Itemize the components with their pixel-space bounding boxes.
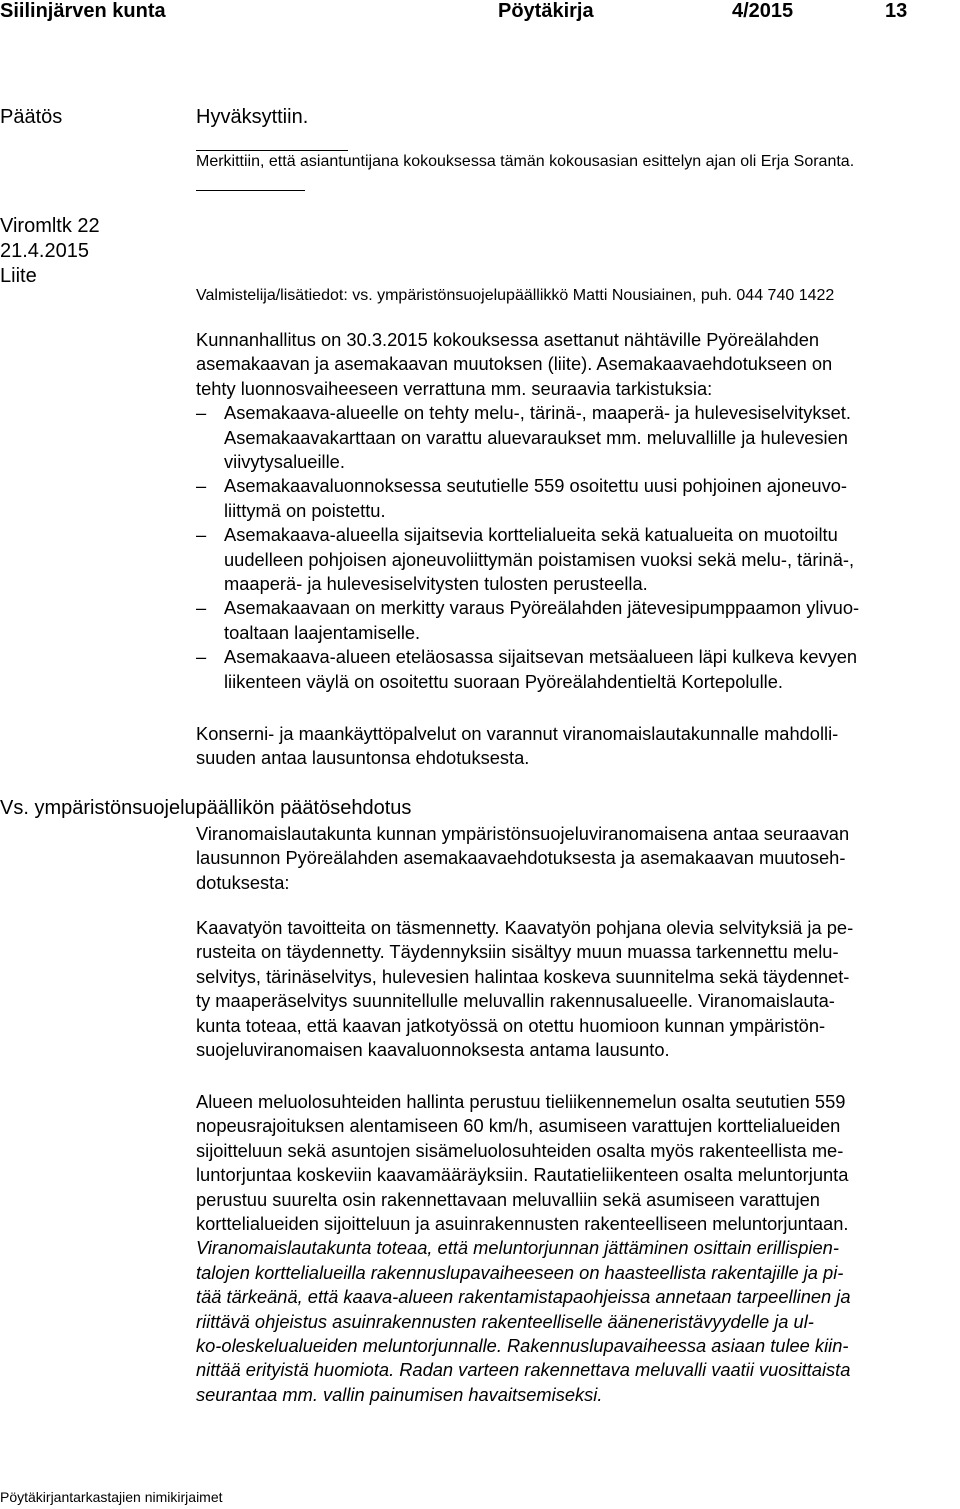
paragraph-line-italic: nittää erityistä huomiota. Radan varteen rakennettava meluvalli vaatii vuosittaista bbox=[196, 1359, 851, 1381]
list-continuation: viivytysalueille. bbox=[224, 451, 345, 473]
page-number: 13 bbox=[885, 0, 908, 22]
paragraph-line-italic: ko-oleskelualueiden meluntorjunnalle. Rakennuslupavaiheessa asiaan tulee kiin- bbox=[196, 1335, 849, 1357]
paragraph-line: dotuksesta: bbox=[196, 871, 290, 893]
dash-bullet: – bbox=[196, 646, 207, 668]
paragraph-line: sijoitteluun sekä asuntojen sisämeluolosuhteiden osalta myös rakenteellista me- bbox=[196, 1139, 844, 1161]
paragraph-line: Viranomaislautakunta kunnan ympäristönsuojeluviranomaisena antaa seuraavan bbox=[196, 823, 850, 844]
proposal-p3 bbox=[196, 1090, 954, 1407]
list-line: liikenteen väylä on osoitettu suoraan Pyöreälahdentieltä Kortepolulle. bbox=[224, 670, 783, 692]
list-item bbox=[196, 474, 954, 523]
paragraph-line: luntorjuntaa koskeviin kaavamääräyksiin. Rautatieliikenteen osalta meluntorjunta bbox=[196, 1164, 849, 1186]
paragraph-line: lausunnon Pyöreälahden asemakaavaehdotuksesta ja asemakaavan muutoseh- bbox=[196, 847, 846, 869]
intro-line: Kunnanhallitus on 30.3.2015 kokouksessa asettanut nähtäville Pyöreälahden bbox=[196, 329, 820, 350]
list-line: maaperä- ja hulevesiselvitysten tulosten perusteella. bbox=[224, 573, 648, 595]
paragraph-line: nopeusrajoituksen alentamiseen 60 km/h, asumiseen varattujen korttelialueiden bbox=[196, 1115, 841, 1137]
list-continuation: Asemakaavakarttaan on varattu aluevaraukset mm. meluvallille ja hulevesien bbox=[224, 426, 848, 448]
paragraph-line: ty maaperäselvitys suunnitellulle meluvallin rakennusalueelle. Viranomaislauta- bbox=[196, 990, 835, 1012]
doc-type: Pöytäkirja bbox=[498, 0, 594, 22]
intro-line: asemakaavan ja asemakaavan muutoksen (liite). Asemakaavaehdotukseen on bbox=[196, 353, 833, 375]
list-line: Asemakaavaan on merkitty varaus Pyöreälahden jätevesipumppaamon ylivuo- bbox=[224, 597, 860, 619]
paragraph-line-italic: Viranomaislautakunta toteaa, että meluntorjunnan jättäminen osittain erillispien- bbox=[196, 1237, 839, 1259]
preparer-info: Valmistelija/lisätiedot: vs. ympäristönsuojelupäällikkö Matti Nousiainen, puh. 044 740 1422 bbox=[196, 287, 835, 304]
municipality-name: Siilinjärven kunta bbox=[0, 0, 166, 22]
list-item-text bbox=[224, 596, 954, 645]
paragraph-line: Konserni- ja maankäyttöpalvelut on varannut viranomaislautakunnalle mahdolli- bbox=[196, 723, 839, 744]
paragraph-line: Kaavatyön tavoitteita on täsmennetty. Kaavatyön pohjana olevia selvityksiä ja pe- bbox=[196, 917, 854, 938]
list-line: Asemakaava-alueelle on tehty melu-, tärinä-, maaperä- ja hulevesiselvitykset. bbox=[224, 402, 851, 424]
paragraph-line: suojeluviranomaisen kaavaluonnoksesta antama lausunto. bbox=[196, 1039, 670, 1061]
intro-line: tehty luonnosvaiheeseen verrattuna mm. seuraavia tarkistuksia: bbox=[196, 377, 713, 399]
dash-bullet: – bbox=[196, 597, 207, 619]
list-line: Asemakaava-alueen eteläosassa sijaitsevan metsäalueen läpi kulkeva kevyen bbox=[224, 646, 858, 668]
paragraph-line-italic: seurantaa mm. vallin painumisen havaitsemiseksi. bbox=[196, 1383, 603, 1405]
paatos-label: Päätös bbox=[0, 106, 63, 128]
list-item-text bbox=[224, 474, 954, 523]
list-line: toaltaan laajentamiselle. bbox=[224, 621, 421, 643]
list-item bbox=[196, 401, 954, 425]
paragraph-line: rusteita on täydennetty. Täydennyksiin sisältyy muun muassa tarkennettu melu- bbox=[196, 941, 839, 963]
list-line: liittymä on poistettu. bbox=[224, 499, 386, 521]
footer-initials-label: Pöytäkirjantarkastajien nimikirjaimet bbox=[0, 1489, 223, 1505]
paragraph-line-italic: tää tärkeänä, että kaava-alueen rakentamistapaohjeissa annetaan tarpeellinen ja bbox=[196, 1286, 851, 1308]
paragraph-line: kunta toteaa, että kaavan jatkotyössä on otettu huomioon kunnan ympäristön- bbox=[196, 1014, 826, 1036]
list-item-text bbox=[224, 401, 954, 425]
dash-bullet: – bbox=[196, 475, 207, 497]
konserni-paragraph bbox=[196, 722, 954, 771]
attachment-label: Liite bbox=[0, 265, 37, 287]
list-line: uudelleen pohjoisen ajoneuvoliittymän poistamisen vuoksi sekä melu-, tärinä-, bbox=[224, 548, 855, 570]
paragraph-line: Alueen meluolosuhteiden hallinta perustuu tieliikennemelun osalta seututien 559 bbox=[196, 1091, 846, 1112]
list-item bbox=[196, 523, 954, 596]
meeting-ref: Viromltk 22 bbox=[0, 215, 100, 237]
paatos-note: Merkittiin, että asiantuntijana kokouksessa tämän kokousasian esittelyn ajan oli Erja Soranta. bbox=[196, 153, 855, 170]
dash-bullet: – bbox=[196, 524, 207, 546]
paragraph-line: perustuu suurelta osin rakennettavaan meluvalliin sekä asumiseen varattujen bbox=[196, 1188, 820, 1210]
list-item bbox=[196, 596, 954, 645]
paragraph-line: suuden antaa lausuntonsa ehdotuksesta. bbox=[196, 747, 530, 769]
proposal-intro bbox=[196, 328, 954, 694]
list-line: Asemakaavaluonnoksessa seututielle 559 osoitettu uusi pohjoinen ajoneuvo- bbox=[224, 475, 847, 497]
paragraph-line: selvitys, tärinäselvitys, hulevesien halintaa koskeva suunnitelma sekä täydennet- bbox=[196, 965, 850, 987]
proposal-p2 bbox=[196, 916, 954, 1062]
doc-number: 4/2015 bbox=[732, 0, 794, 22]
paatos-text: Hyväksyttiin. bbox=[196, 106, 309, 128]
list-item-text bbox=[224, 645, 954, 694]
proposal-heading: Vs. ympäristönsuojelupäällikön päätösehdotus bbox=[0, 797, 412, 819]
paragraph-line: korttelialueiden sijoitteluun ja asuinrakennusten rakenteelliseen meluntorjuntaan. bbox=[196, 1213, 849, 1235]
list-item bbox=[196, 645, 954, 694]
separator-line bbox=[196, 150, 348, 151]
paragraph-line-italic: riittävä ohjeistus asuinrakennusten rakenteelliselle ääneneristävyydelle ja ul- bbox=[196, 1310, 814, 1332]
meeting-date: 21.4.2015 bbox=[0, 240, 89, 262]
proposal-p1 bbox=[196, 822, 954, 895]
list-item-text bbox=[224, 523, 954, 596]
list-line: Asemakaava-alueella sijaitsevia korttelialueita sekä katualueita on muotoiltu bbox=[224, 524, 838, 546]
dash-bullet: – bbox=[196, 402, 207, 424]
separator-line bbox=[196, 190, 305, 191]
paragraph-line-italic: talojen korttelialueilla rakennuslupavaiheeseen on haasteellista rakentajille ja pi- bbox=[196, 1261, 844, 1283]
